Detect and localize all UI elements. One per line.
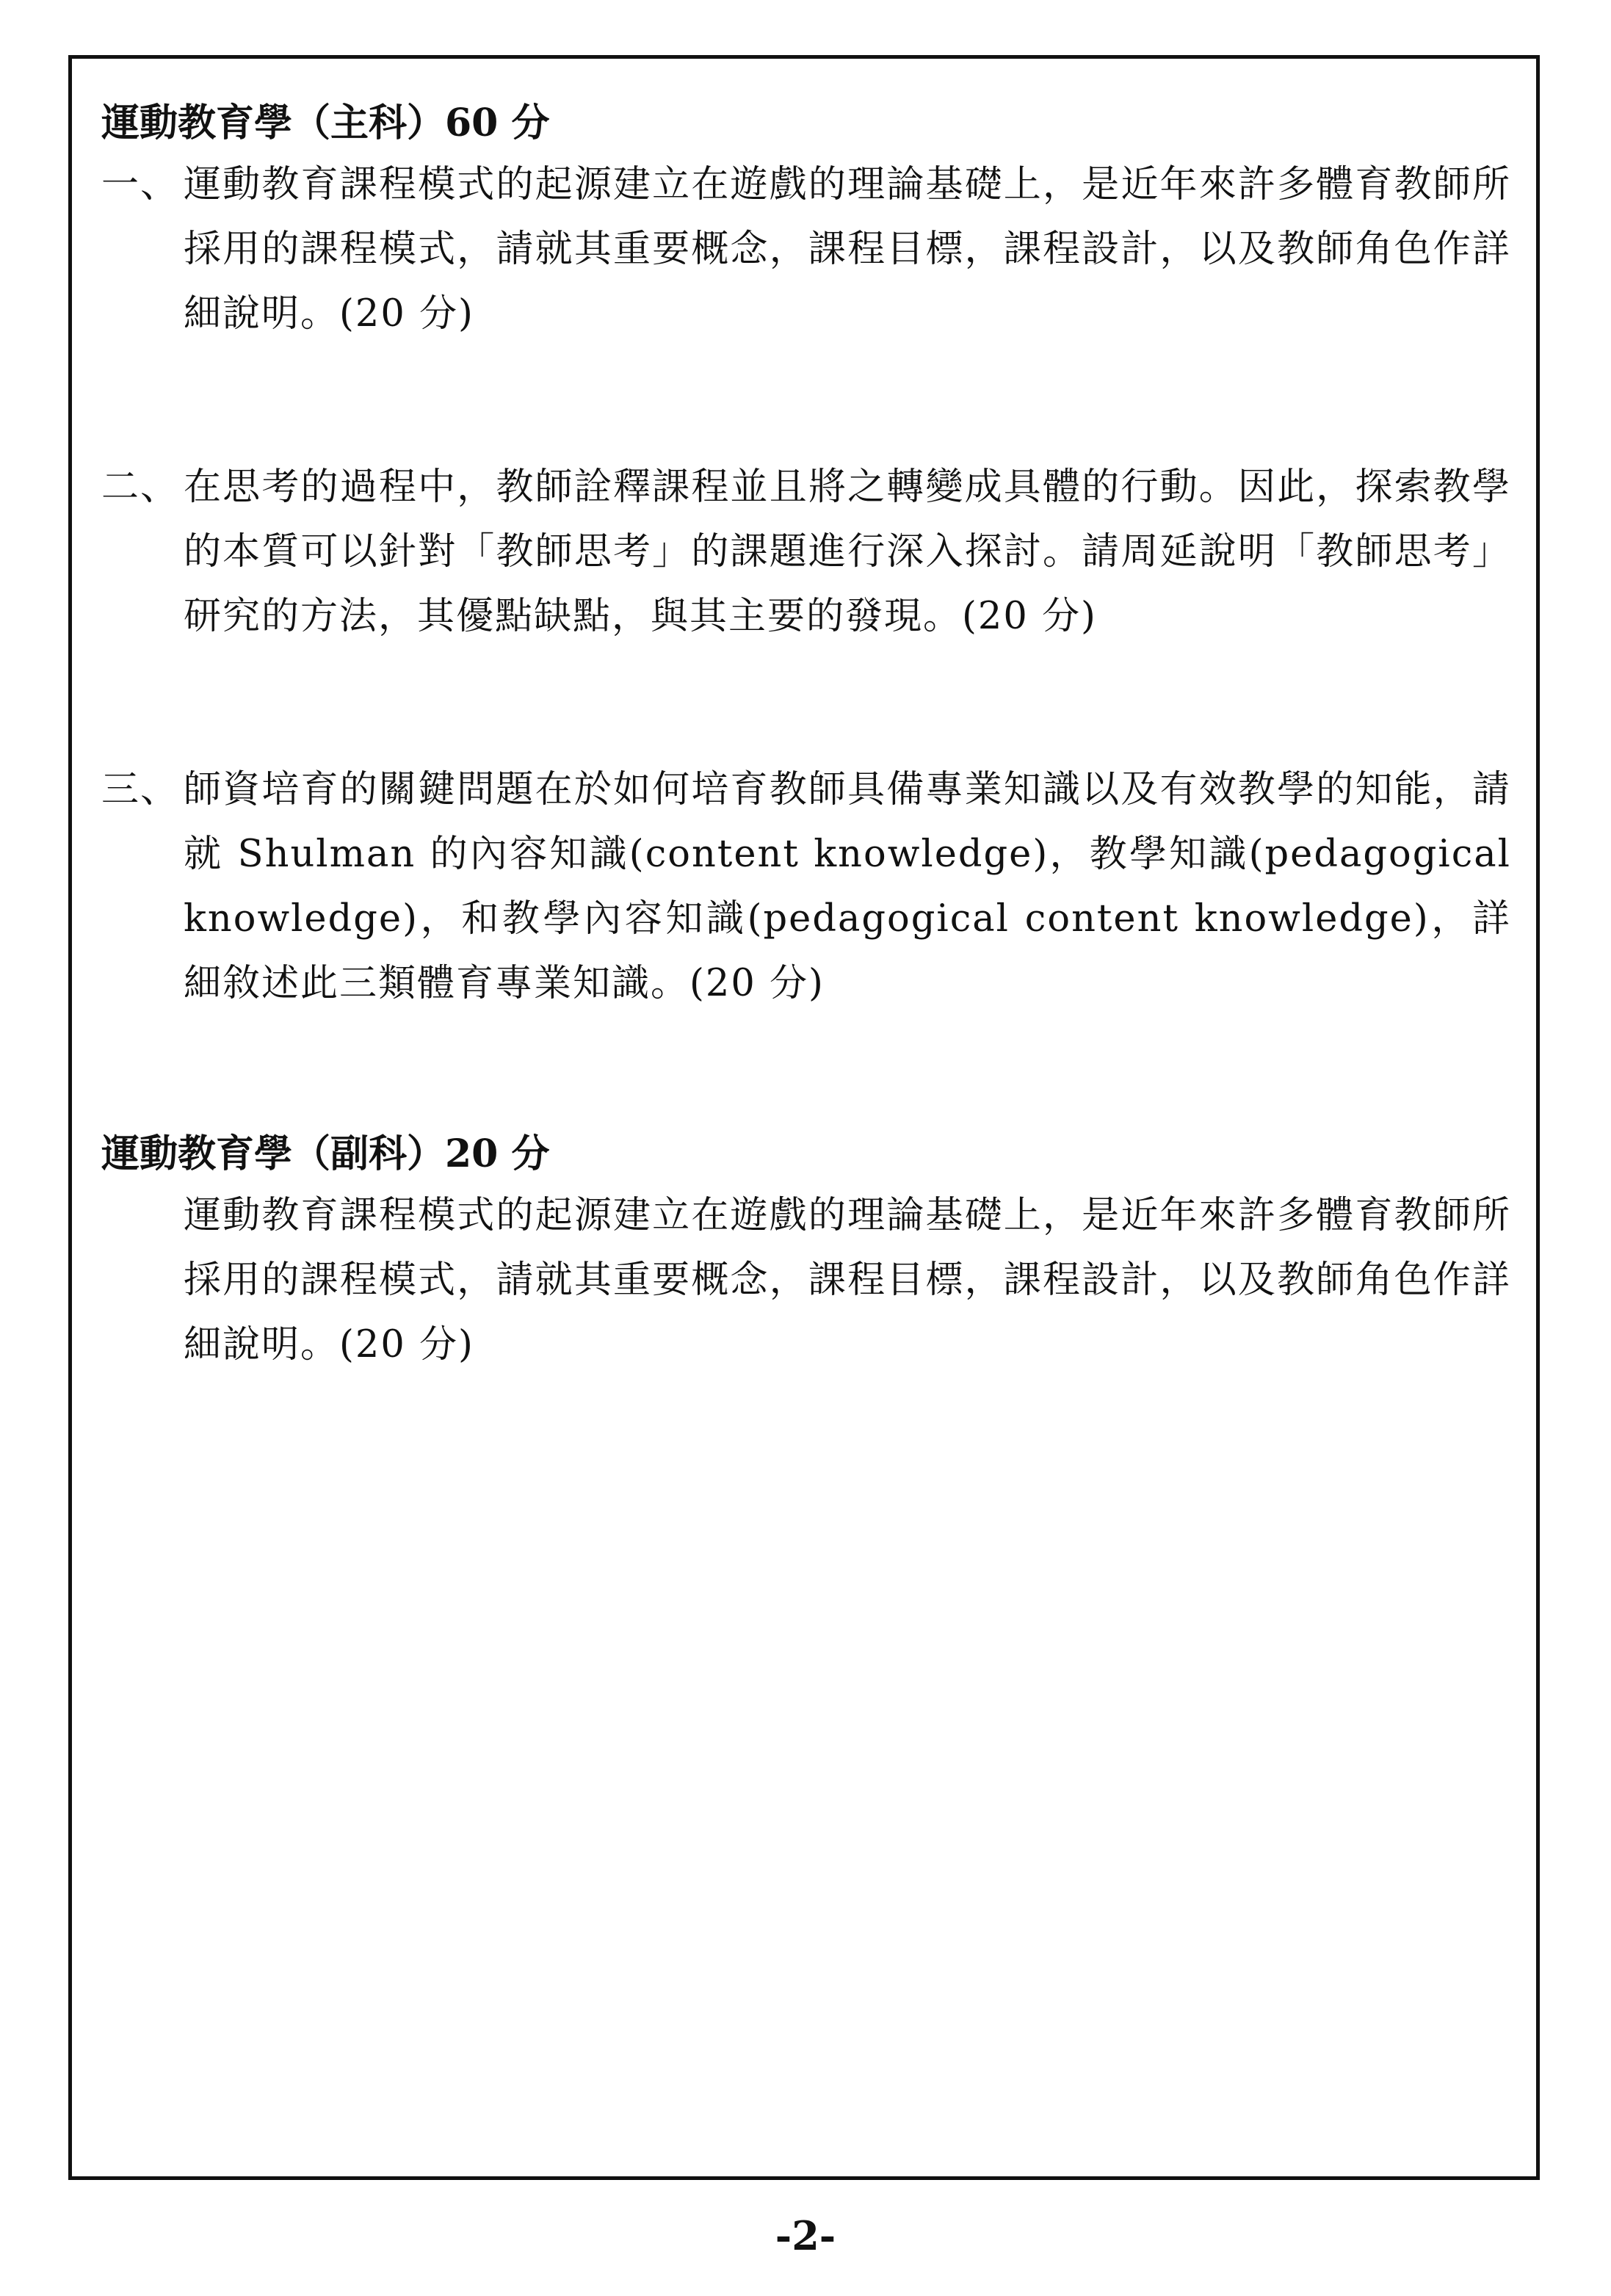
question-3-text: 師資培育的關鍵問題在於如何培育教師具備專業知識以及有效教學的知能，請就 Shulman 的內容知識(content knowledge)，教學知識(pedagogical knowledge)，和教學內容知識(pedagogical content knowledge)，詳細敘述此三類體育專業知識。(20 分) xyxy=(184,768,1511,1005)
minor-question xyxy=(101,1184,1511,1377)
question-1 xyxy=(101,153,1511,347)
question-3 xyxy=(101,758,1511,1016)
question-2-number: 二、 xyxy=(101,466,180,509)
question-2 xyxy=(101,455,1511,649)
exam-frame xyxy=(68,55,1540,2180)
question-1-text: 運動教育課程模式的起源建立在遊戲的理論基礎上，是近年來許多體育教師所採用的課程模式，請就其重要概念，課程目標，課程設計，以及教師角色作詳細說明。(20 分) xyxy=(184,163,1511,336)
question-2-text: 在思考的過程中，教師詮釋課程並且將之轉變成具體的行動。因此，探索教學的本質可以針對「教師思考」的課題進行深入探討。請周延說明「教師思考」研究的方法，其優點缺點，與其主要的發現。(20 分) xyxy=(184,466,1511,638)
question-3-number: 三、 xyxy=(101,768,180,811)
page-number: -2- xyxy=(775,2212,836,2259)
minor-question-text: 運動教育課程模式的起源建立在遊戲的理論基礎上，是近年來許多體育教師所採用的課程模式，請就其重要概念，課程目標，課程設計，以及教師角色作詳細說明。(20 分) xyxy=(184,1194,1511,1366)
main-section-title: 運動教育學（主科）60 分 xyxy=(101,101,550,145)
minor-section-title: 運動教育學（副科）20 分 xyxy=(101,1131,550,1176)
exam-content xyxy=(101,94,1511,1377)
question-1-number: 一、 xyxy=(101,163,180,206)
